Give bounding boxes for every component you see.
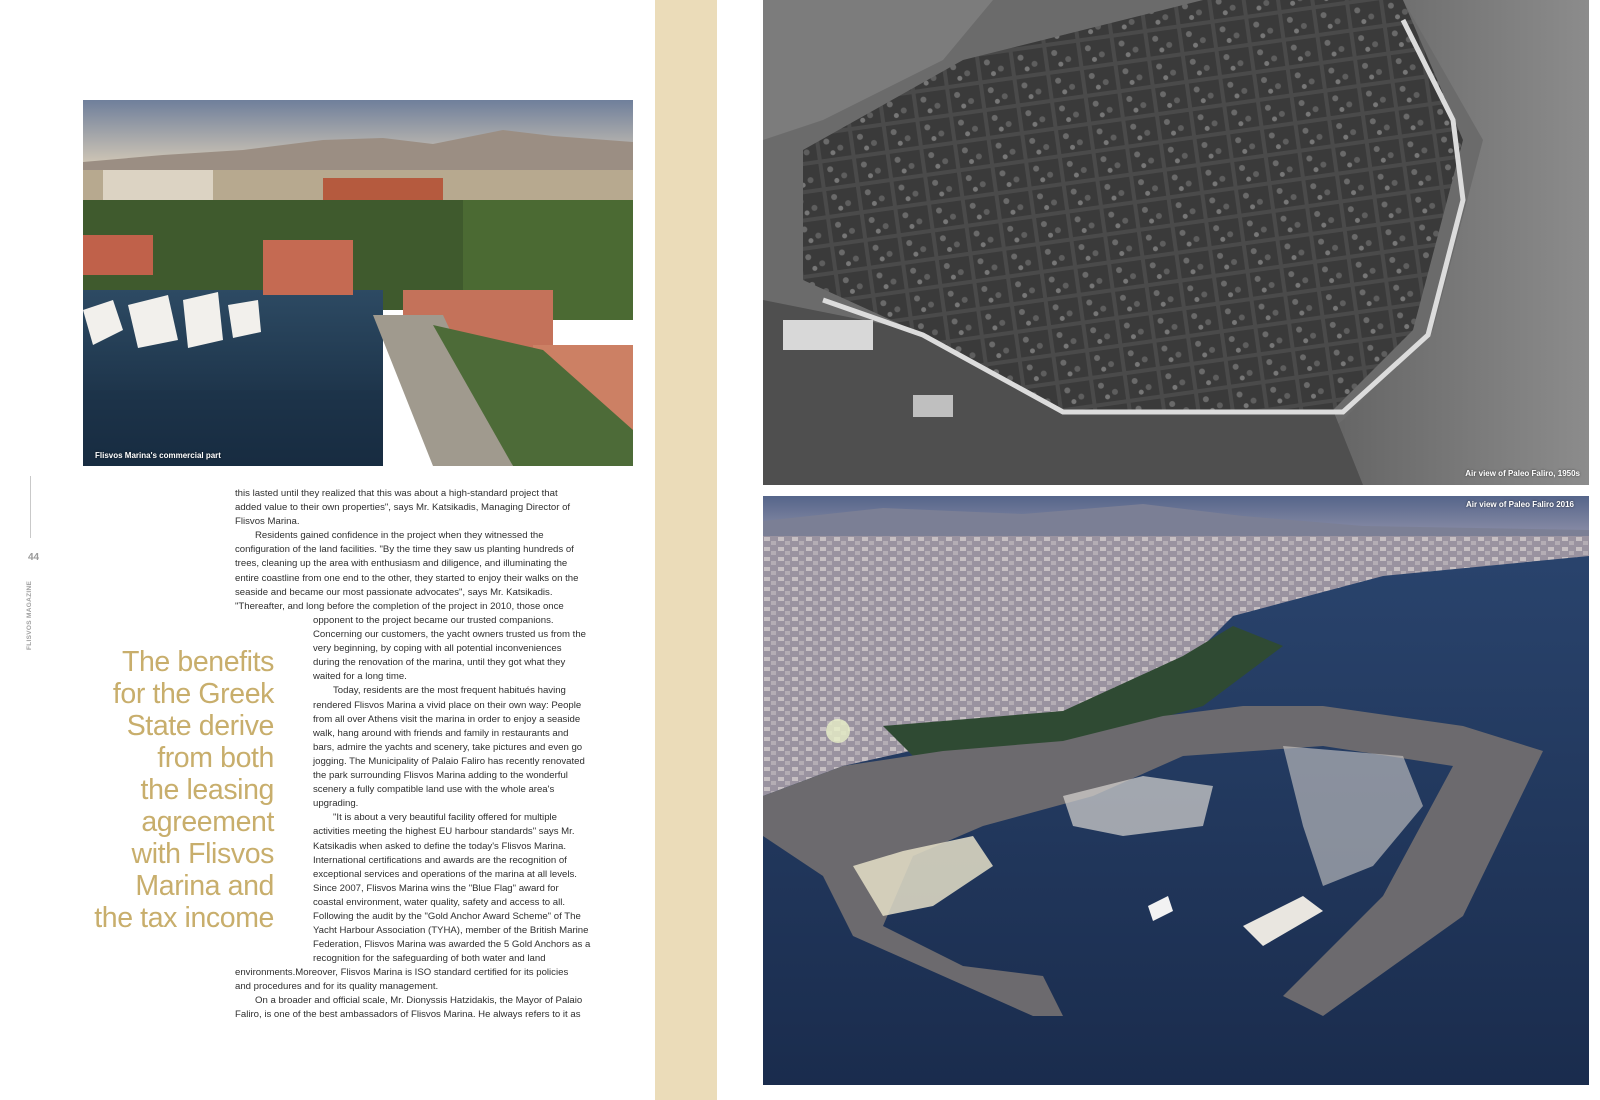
article-line: Federation, Flisvos Marina was awarded the 5 Gold Anchors as a xyxy=(313,939,591,951)
article-line: during the renovation of the marina, until they got what they xyxy=(313,657,566,669)
article-line: jogging. The Municipality of Palaio Faliro has recently renovated xyxy=(313,755,585,767)
pull-quote-line: for the Greek xyxy=(112,678,274,710)
article-line: from all over Athens visit the marina in order to enjoy a seaside xyxy=(313,713,581,725)
marina-commercial-photo xyxy=(83,100,633,466)
marina-commercial-caption: Flisvos Marina's commercial part xyxy=(95,451,221,460)
article-line: Today, residents are the most frequent habitués having xyxy=(333,685,566,697)
article-line: "Thereafter, and long before the completion of the project in 2010, those once xyxy=(235,600,564,612)
page-number: 44 xyxy=(28,552,40,563)
pull-quote-line: Marina and xyxy=(135,870,274,902)
article-text-middle xyxy=(313,614,590,966)
article-line: the park surrounding Flisvos Marina adding to the wonderful xyxy=(313,770,568,782)
folio-rule xyxy=(30,476,31,538)
article-line: waited for a long time. xyxy=(313,671,407,683)
article-line: Residents gained confidence in the project when they witnessed the xyxy=(255,530,544,542)
aerial-1950s-caption: Air view of Paleo Faliro, 1950s xyxy=(1465,469,1580,478)
article-line: Following the audit by the "Gold Anchor Award Scheme" of The xyxy=(313,910,581,922)
article-text-top xyxy=(235,487,578,614)
article-line: bars, admire the yachts and scenery, take pictures and even go xyxy=(313,741,583,753)
page-gutter xyxy=(655,0,717,1100)
pull-quote-line: the tax income xyxy=(94,902,274,934)
article-line: Since 2007, Flisvos Marina wins the "Blue Flag" award for xyxy=(313,882,559,894)
article-line: "It is about a very beautiful facility offered for multiple xyxy=(333,812,557,824)
aerial-photo-2016 xyxy=(763,496,1589,1085)
pull-quote-line: with Flisvos xyxy=(131,838,274,870)
pull-quote-line: the leasing xyxy=(140,774,274,806)
article-line: upgrading. xyxy=(313,798,359,810)
article-line: rendered Flisvos Marina a vivid place on their own way: People xyxy=(313,699,582,711)
article-line: Concerning our customers, the yacht owners trusted us from the xyxy=(313,629,587,641)
aerial-photo-1950s xyxy=(763,0,1589,485)
article-line: Flisvos Marina. xyxy=(235,516,300,528)
article-line: this lasted until they realized that this was about a high-standard project that xyxy=(235,488,558,499)
article-text-bottom xyxy=(235,966,582,1022)
article-line: configuration of the land facilities. "By the time they saw us planting hundreds of xyxy=(235,544,574,556)
article-line: recognition for the safeguarding of both water and land xyxy=(313,953,546,965)
article-line: Katsikadis when asked to define the today's Flisvos Marina. xyxy=(313,840,566,852)
aerial-2016-caption: Air view of Paleo Faliro 2016 xyxy=(1465,500,1574,509)
article-line: environments.Moreover, Flisvos Marina is ISO standard certified for its policies xyxy=(235,967,569,978)
pull-quote-line: State derive xyxy=(126,710,274,742)
article-line: Faliro, is one of the best ambassadors of Flisvos Marina. He always refers to it as xyxy=(235,1009,581,1021)
article-line: opponent to the project became our trusted companions. xyxy=(313,615,554,626)
article-line: added value to their own properties", says Mr. Katsikadis, Managing Director of xyxy=(235,502,571,514)
article-line: coastal environment, water quality, safety and access to all. xyxy=(313,896,566,908)
magazine-name: FLISVOS MAGAZINE xyxy=(26,580,33,650)
article-line: entire coastline from one end to the other, they started to enjoy their walks on the xyxy=(235,572,579,584)
pull-quote xyxy=(62,646,274,934)
article-line: International certifications and awards are the recognition of xyxy=(313,854,567,866)
article-line: trees, cleaning up the area with enthusiasm and diligence, and illuminating the xyxy=(235,558,568,570)
pull-quote-line: The benefits xyxy=(121,646,274,678)
article-line: activities meeting the highest EU harbour standards" says Mr. xyxy=(313,826,575,838)
article-line: very beginning, by coping with all potential inconveniences xyxy=(313,643,562,655)
article-line: On a broader and official scale, Mr. Dionyssis Hatzidakis, the Mayor of Palaio xyxy=(255,995,583,1007)
article-line: exceptional services and operations of the marina at all levels. xyxy=(313,868,577,880)
article-line: and procedures and for its quality management. xyxy=(235,981,439,993)
pull-quote-line: agreement xyxy=(141,806,274,838)
article-line: scenery a fully compatible land use with the whole area's xyxy=(313,784,555,796)
article-line: seaside and became our most passionate advocates", says Mr. Katsikadis. xyxy=(235,586,553,598)
article-line: walk, hang around with friends and family in restaurants and xyxy=(313,727,569,739)
article-line: Yacht Harbour Association (TYHA), member of the British Marine xyxy=(313,925,589,937)
pull-quote-line: from both xyxy=(157,742,274,774)
